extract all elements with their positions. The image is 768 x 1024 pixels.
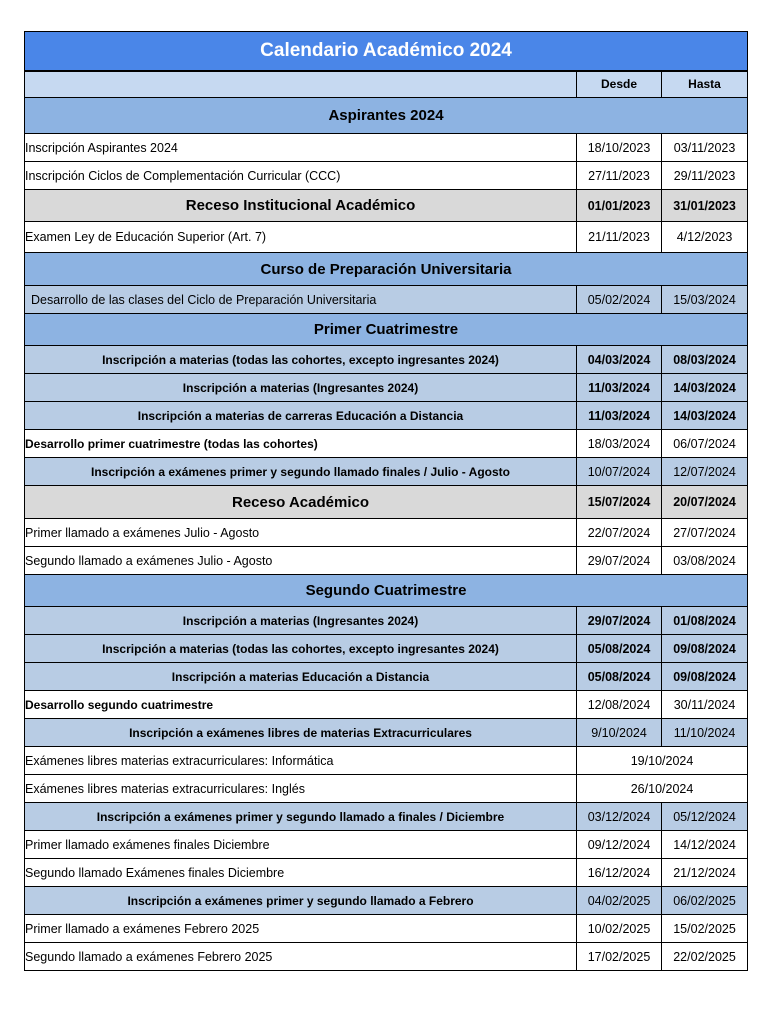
calendar-title: Calendario Académico 2024	[25, 32, 748, 71]
academic-calendar-table	[24, 31, 748, 971]
event-description: Inscripción a materias (Ingresantes 2024)	[25, 607, 577, 635]
title-row	[25, 32, 748, 71]
event-row	[25, 943, 748, 971]
section-heading: Aspirantes 2024	[25, 98, 748, 134]
date-to: 30/11/2024	[662, 691, 748, 719]
date-from: 12/08/2024	[577, 691, 662, 719]
highlighted-event-row	[25, 374, 748, 402]
recess-row	[25, 190, 748, 222]
event-date: 19/10/2024	[577, 747, 748, 775]
date-to: 14/12/2024	[662, 831, 748, 859]
highlighted-event-row	[25, 458, 748, 486]
event-description: Primer llamado a exámenes Julio - Agosto	[25, 519, 577, 547]
event-row	[25, 747, 748, 775]
highlighted-event-row	[25, 663, 748, 691]
date-from: 04/02/2025	[577, 887, 662, 915]
section-row	[25, 575, 748, 607]
date-from: 10/07/2024	[577, 458, 662, 486]
event-description: Desarrollo de las clases del Ciclo de Preparación Universitaria	[25, 286, 577, 314]
date-from: 11/03/2024	[577, 374, 662, 402]
date-to: 06/07/2024	[662, 430, 748, 458]
date-from: 29/07/2024	[577, 607, 662, 635]
date-from: 05/08/2024	[577, 663, 662, 691]
column-header-to: Hasta	[662, 71, 748, 98]
event-description: Segundo llamado Exámenes finales Diciembre	[25, 859, 577, 887]
event-row	[25, 134, 748, 162]
date-from: 16/12/2024	[577, 859, 662, 887]
event-description: Inscripción Ciclos de Complementación Curricular (CCC)	[25, 162, 577, 190]
date-from: 11/03/2024	[577, 402, 662, 430]
date-to: 11/10/2024	[662, 719, 748, 747]
date-from: 27/11/2023	[577, 162, 662, 190]
date-from: 03/12/2024	[577, 803, 662, 831]
date-to: 15/03/2024	[662, 286, 748, 314]
date-to: 31/01/2023	[662, 190, 748, 222]
event-description: Desarrollo segundo cuatrimestre	[25, 691, 577, 719]
event-description: Exámenes libres materias extracurriculares: Inglés	[25, 775, 577, 803]
highlighted-event-row	[25, 635, 748, 663]
date-from: 09/12/2024	[577, 831, 662, 859]
section-row	[25, 253, 748, 286]
section-heading: Segundo Cuatrimestre	[25, 575, 748, 607]
date-to: 12/07/2024	[662, 458, 748, 486]
highlighted-event-row	[25, 887, 748, 915]
date-to: 09/08/2024	[662, 663, 748, 691]
event-description: Inscripción a exámenes primer y segundo llamado a finales / Diciembre	[25, 803, 577, 831]
event-row	[25, 430, 748, 458]
event-description: Inscripción a exámenes primer y segundo llamado finales / Julio - Agosto	[25, 458, 577, 486]
date-from: 01/01/2023	[577, 190, 662, 222]
date-to: 29/11/2023	[662, 162, 748, 190]
date-from: 10/02/2025	[577, 915, 662, 943]
header-row	[25, 71, 748, 98]
section-row	[25, 98, 748, 134]
column-header-from: Desde	[577, 71, 662, 98]
date-from: 05/08/2024	[577, 635, 662, 663]
date-to: 06/02/2025	[662, 887, 748, 915]
highlighted-event-row	[25, 719, 748, 747]
event-row	[25, 775, 748, 803]
event-row	[25, 691, 748, 719]
date-to: 09/08/2024	[662, 635, 748, 663]
date-to: 14/03/2024	[662, 402, 748, 430]
recess-heading: Receso Institucional Académico	[25, 190, 577, 222]
event-row	[25, 831, 748, 859]
date-from: 29/07/2024	[577, 547, 662, 575]
highlighted-event-row	[25, 286, 748, 314]
event-description: Inscripción a materias (todas las cohortes, excepto ingresantes 2024)	[25, 346, 577, 374]
date-to: 08/03/2024	[662, 346, 748, 374]
recess-heading: Receso Académico	[25, 486, 577, 519]
date-to: 22/02/2025	[662, 943, 748, 971]
event-description: Inscripción a materias de carreras Educación a Distancia	[25, 402, 577, 430]
event-row	[25, 859, 748, 887]
event-description: Segundo llamado a exámenes Febrero 2025	[25, 943, 577, 971]
date-to: 27/07/2024	[662, 519, 748, 547]
date-from: 05/02/2024	[577, 286, 662, 314]
highlighted-event-row	[25, 402, 748, 430]
event-description: Inscripción a exámenes libres de materias Extracurriculares	[25, 719, 577, 747]
event-description: Inscripción a materias (Ingresantes 2024)	[25, 374, 577, 402]
date-from: 18/03/2024	[577, 430, 662, 458]
event-description: Inscripción a exámenes primer y segundo llamado a Febrero	[25, 887, 577, 915]
calendar-body	[25, 32, 748, 971]
event-description: Examen Ley de Educación Superior (Art. 7)	[25, 222, 577, 253]
section-heading: Curso de Preparación Universitaria	[25, 253, 748, 286]
event-date: 26/10/2024	[577, 775, 748, 803]
date-from: 22/07/2024	[577, 519, 662, 547]
event-row	[25, 162, 748, 190]
event-row	[25, 519, 748, 547]
date-from: 15/07/2024	[577, 486, 662, 519]
highlighted-event-row	[25, 607, 748, 635]
recess-row	[25, 486, 748, 519]
header-blank-cell	[25, 71, 577, 98]
date-from: 21/11/2023	[577, 222, 662, 253]
section-row	[25, 314, 748, 346]
date-to: 01/08/2024	[662, 607, 748, 635]
event-description: Primer llamado exámenes finales Diciembre	[25, 831, 577, 859]
date-from: 9/10/2024	[577, 719, 662, 747]
date-to: 15/02/2025	[662, 915, 748, 943]
event-description: Inscripción a materias Educación a Distancia	[25, 663, 577, 691]
event-description: Segundo llamado a exámenes Julio - Agosto	[25, 547, 577, 575]
highlighted-event-row	[25, 803, 748, 831]
event-description: Inscripción a materias (todas las cohortes, excepto ingresantes 2024)	[25, 635, 577, 663]
event-description: Inscripción Aspirantes 2024	[25, 134, 577, 162]
event-row	[25, 915, 748, 943]
date-to: 4/12/2023	[662, 222, 748, 253]
highlighted-event-row	[25, 346, 748, 374]
date-from: 18/10/2023	[577, 134, 662, 162]
date-to: 05/12/2024	[662, 803, 748, 831]
event-row	[25, 222, 748, 253]
date-from: 17/02/2025	[577, 943, 662, 971]
event-description: Exámenes libres materias extracurriculares: Informática	[25, 747, 577, 775]
event-row	[25, 547, 748, 575]
date-to: 20/07/2024	[662, 486, 748, 519]
date-from: 04/03/2024	[577, 346, 662, 374]
date-to: 03/11/2023	[662, 134, 748, 162]
event-description: Desarrollo primer cuatrimestre (todas las cohortes)	[25, 430, 577, 458]
section-heading: Primer Cuatrimestre	[25, 314, 748, 346]
date-to: 03/08/2024	[662, 547, 748, 575]
date-to: 14/03/2024	[662, 374, 748, 402]
event-description: Primer llamado a exámenes Febrero 2025	[25, 915, 577, 943]
date-to: 21/12/2024	[662, 859, 748, 887]
